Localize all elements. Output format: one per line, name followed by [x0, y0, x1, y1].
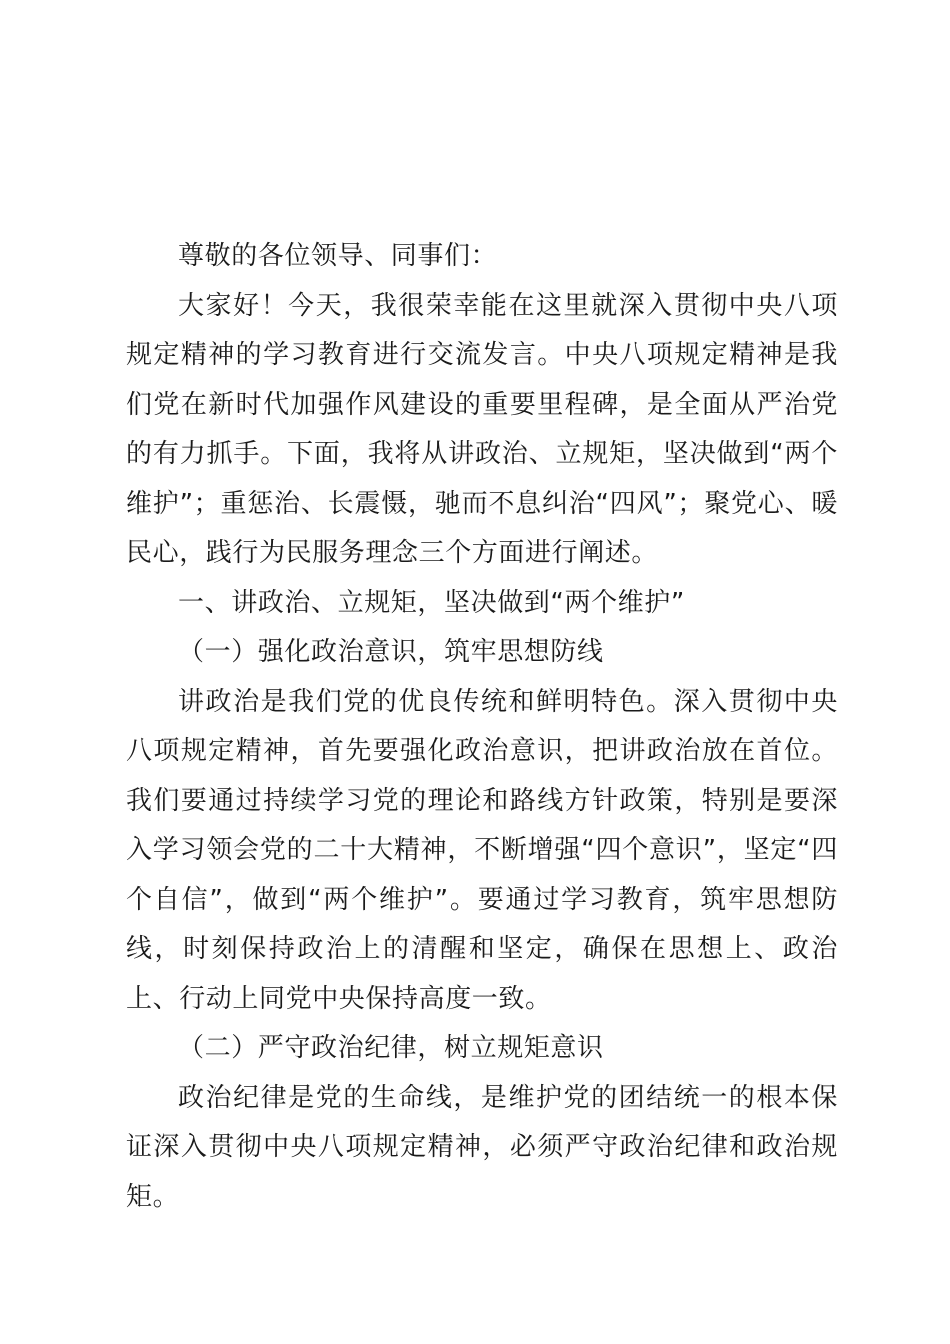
salutation: 尊敬的各位领导、同事们： — [178, 241, 498, 271]
body-paragraph-1: 讲政治是我们党的优良传统和鲜明特色。深入贯彻中央八项规定精神，首先要强化政治意识，把讲政治放在首位。我们要通过持续学习党的理论和路线方针政策，特别是要深入学习领会党的二十大精神，不断增强“四个意识”，坚定“四个自信”，做到“两个维护”。要通过学习教育，筑牢思想防线，时刻保持政治上的清醒和坚定，确保在思想上、政治上、行动上同党中央保持高度一致。 — [126, 686, 838, 1014]
section-heading-1: 一、讲政治、立规矩，坚决做到“两个维护” — [178, 587, 685, 618]
body-paragraph-2: 政治纪律是党的生命线，是维护党的团结统一的根本保证深入贯彻中央八项规定精神，必须严守政治纪律和政治规矩。 — [126, 1082, 838, 1212]
subsection-heading-1: （一）强化政治意识，筑牢思想防线 — [178, 637, 604, 667]
document-body — [126, 232, 838, 1222]
opening-paragraph: 大家好！今天，我很荣幸能在这里就深入贯彻中央八项规定精神的学习教育进行交流发言。中央八项规定精神是我们党在新时代加强作风建设的重要里程碑，是全面从严治党的有力抓手。下面，我将从讲政治、立规矩，坚决做到“两个维护”；重惩治、长震慑，驰而不息纠治“四风”；聚党心、暖民心，践行为民服务理念三个方面进行阐述。 — [126, 290, 838, 568]
subsection-heading-2: （二）严守政治纪律，树立规矩意识 — [178, 1033, 604, 1063]
